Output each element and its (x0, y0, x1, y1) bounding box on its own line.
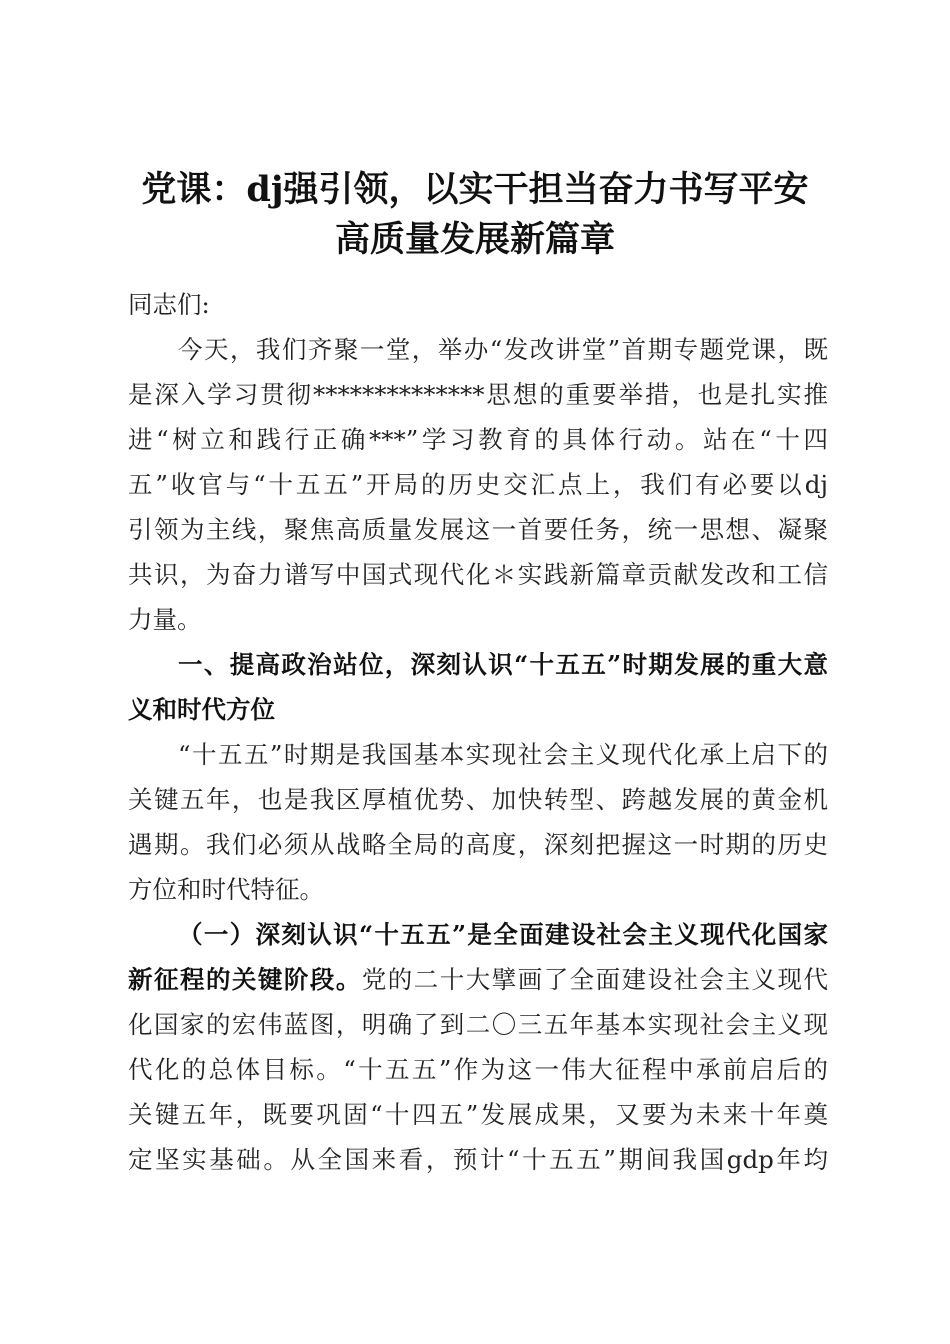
text-line: 进“树立和践行正确***”学习教育的具体行动。站在“十四 (128, 425, 828, 454)
text-segment: 党的二十大擘画了全面建设社会主义现代 (361, 965, 828, 994)
text-line: 是深入学习贯彻**************思想的重要举措，也是扎实推 (128, 380, 828, 409)
text-line: 遇期。我们必须从战略全局的高度，深刻把握这一时期的历史 (128, 830, 828, 859)
text-line: 今天，我们齐聚一堂，举办“发改讲堂”首期专题党课，既 (178, 335, 828, 364)
text-line: 关键五年，也是我区厚植优势、加快转型、跨越发展的黄金机 (128, 785, 828, 814)
title-line-1: 党课：dj强引领，以实干担当奋力书写平安 (141, 169, 809, 210)
text-line: 五”收官与“十五五”开局的历史交汇点上，我们有必要以dj (128, 470, 828, 499)
greeting: 同志们: (128, 290, 210, 319)
subheading-line: （一）深刻认识“十五五”是全面建设社会主义现代化国家 (178, 920, 828, 949)
subheading-tail: 新征程的关键阶段。 (128, 965, 362, 994)
text-line: 引领为主线，聚焦高质量发展这一首要任务，统一思想、凝聚 (128, 515, 828, 544)
text-line: 定坚实基础。从全国来看，预计“十五五”期间我国gdp年均 (128, 1145, 828, 1174)
text-line: 化国家的宏伟蓝图，明确了到二〇三五年基本实现社会主义现 (128, 1010, 828, 1039)
text-line (128, 957, 828, 1002)
text-line: 代化的总体目标。“十五五”作为这一伟大征程中承前启后的 (128, 1055, 828, 1084)
title-line-2: 高质量发展新篇章 (334, 219, 615, 260)
text-line: 共识，为奋力谱写中国式现代化＊实践新篇章贡献发改和工信 (128, 560, 828, 589)
text-line: “十五五”时期是我国基本实现社会主义现代化承上启下的 (178, 740, 828, 769)
text-line: 力量。 (128, 605, 202, 634)
text-line: 关键五年，既要巩固“十四五”发展成果，又要为未来十年奠 (128, 1100, 828, 1129)
heading-line: 一、提高政治站位，深刻认识“十五五”时期发展的重大意 (178, 650, 828, 679)
text-line: 方位和时代特征。 (128, 875, 324, 904)
heading-line: 义和时代方位 (128, 695, 275, 724)
